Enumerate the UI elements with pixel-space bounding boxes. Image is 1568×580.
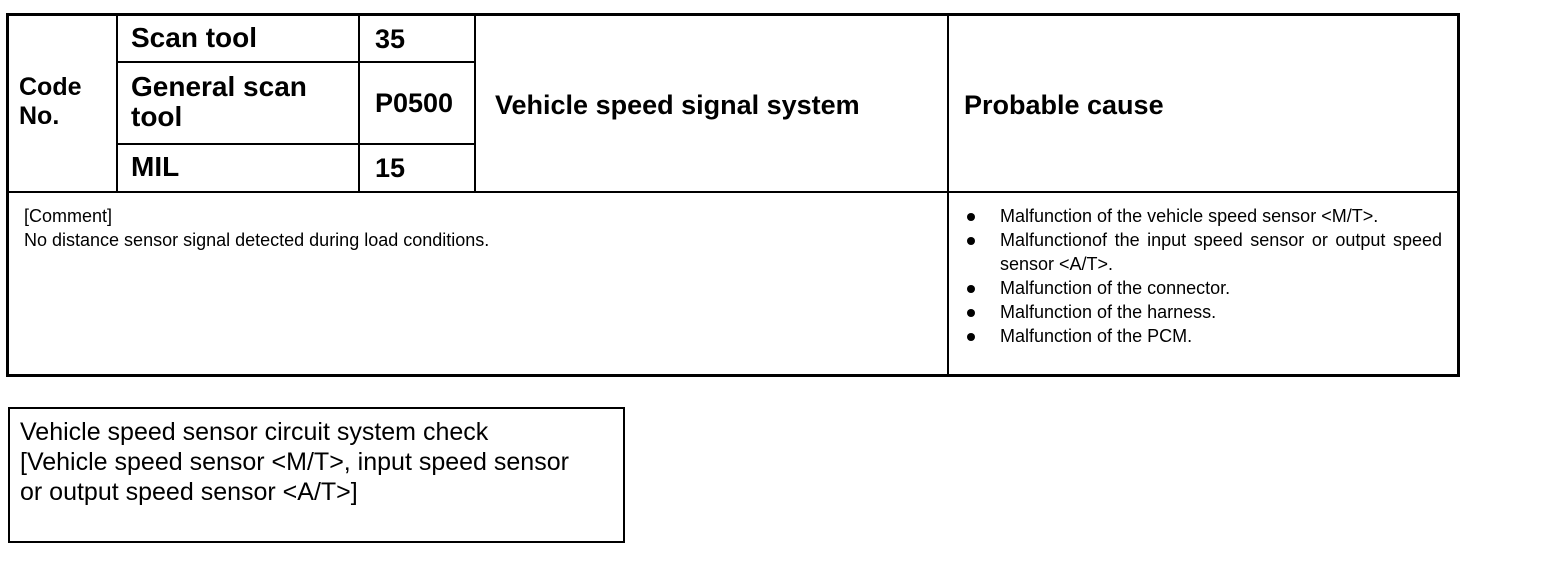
check-box-line: or output speed sensor <A/T>] <box>20 478 358 506</box>
table-divider <box>474 16 476 192</box>
code-no-label: Code No. <box>19 73 82 130</box>
bullet-icon <box>967 285 975 293</box>
scan-tool-label: Scan tool <box>131 22 258 53</box>
cause-text: Malfunction of the connector. <box>1000 278 1231 298</box>
cause-text: Malfunctionof the input speed sensor or output speed sensor <A/T>. <box>1000 230 1442 274</box>
system-name: Vehicle speed signal system <box>495 90 860 120</box>
comment-text: No distance sensor signal detected during load conditions. <box>24 230 490 250</box>
list-item <box>964 228 1442 276</box>
list-item <box>964 300 1442 324</box>
list-item <box>964 204 1442 228</box>
table-divider <box>116 143 476 145</box>
cause-text: Malfunction of the harness. <box>1000 302 1217 322</box>
mil-code: 15 <box>375 153 406 183</box>
list-item <box>964 276 1442 300</box>
comment-heading: [Comment] <box>24 206 113 226</box>
circuit-check-box <box>8 407 625 543</box>
check-box-line: Vehicle speed sensor circuit system check <box>20 418 489 446</box>
cause-text: Malfunction of the vehicle speed sensor <M/T>. <box>1000 206 1379 226</box>
bullet-icon <box>967 309 975 317</box>
cause-text: Malfunction of the PCM. <box>1000 326 1193 346</box>
list-item <box>964 324 1442 348</box>
check-box-line: [Vehicle speed sensor <M/T>, input speed sensor <box>20 448 569 476</box>
table-divider <box>947 16 949 374</box>
bullet-icon <box>967 333 975 341</box>
probable-cause-list <box>964 204 1442 348</box>
bullet-icon <box>967 237 975 245</box>
bullet-icon <box>967 213 975 221</box>
mil-label: MIL <box>131 151 180 182</box>
table-divider <box>9 191 1457 193</box>
comment-section <box>24 204 489 252</box>
table-divider <box>116 61 476 63</box>
table-divider <box>358 16 360 192</box>
scan-tool-code: 35 <box>375 24 406 54</box>
general-scan-tool-code: P0500 <box>375 88 454 118</box>
probable-cause-heading: Probable cause <box>964 90 1164 120</box>
diagnosis-code-table <box>6 13 1460 377</box>
general-scan-tool-label: General scan tool <box>131 71 307 132</box>
